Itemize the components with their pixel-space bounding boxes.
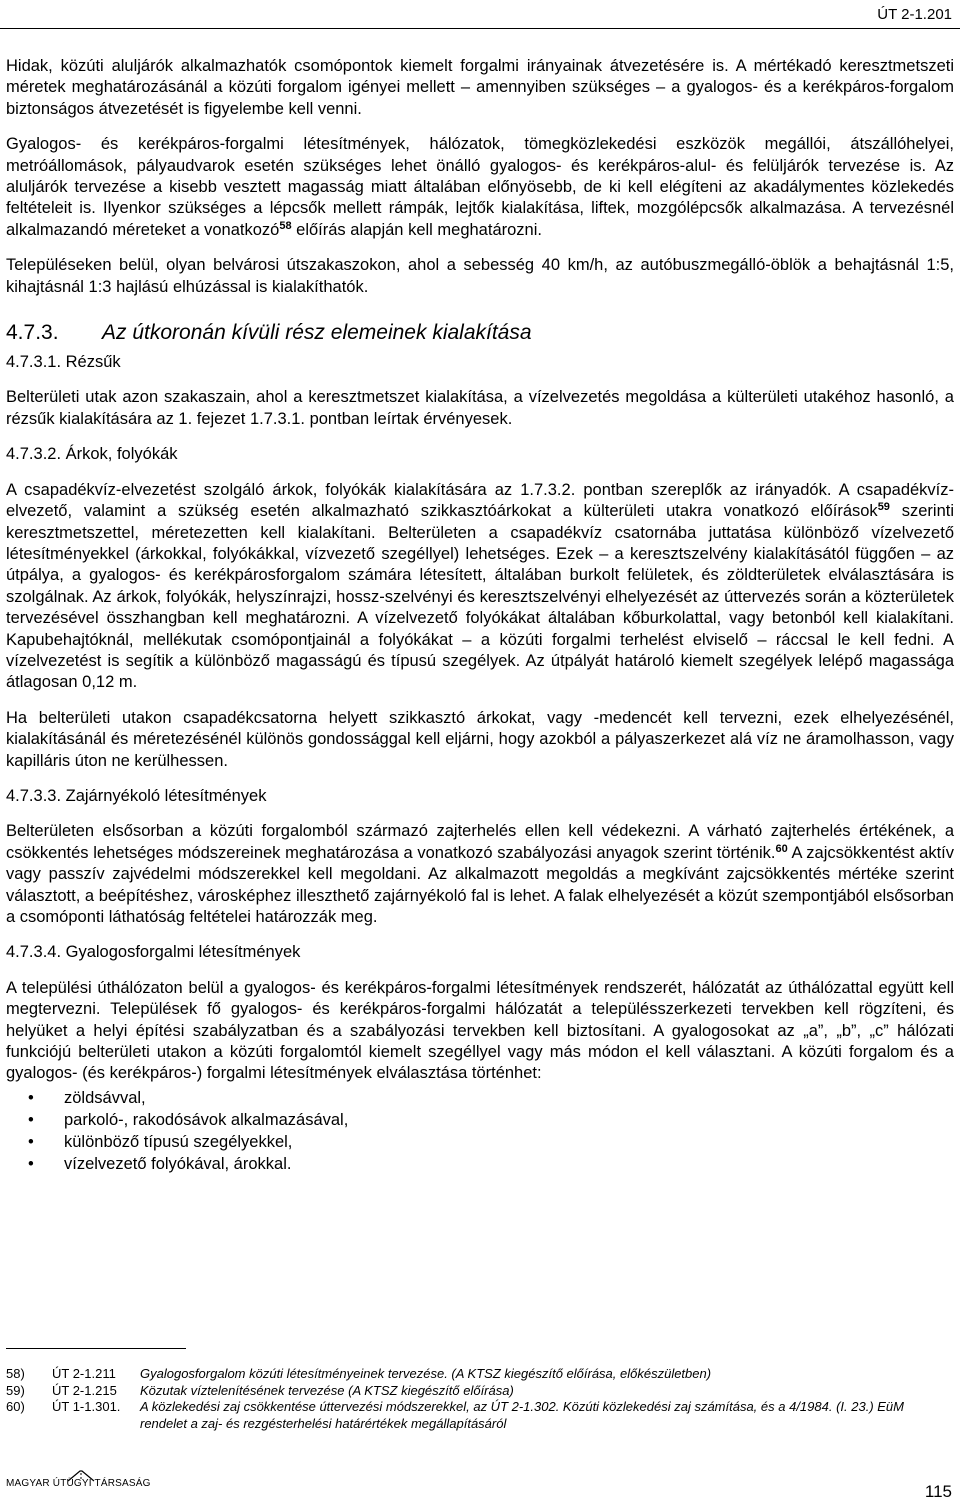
paragraph: Gyalogos- és kerékpáros-forgalmi létesítmények, hálózatok, tömegközlekedési eszközök megállói, átszállóhelyei, metróállomások, pályaudvarok esetén szükséges lehet önálló gyalogos- és kerékpáros-alul- és felüljárók tervezése is. Az aluljárók tervezése a kisebb vesztett magasság miatt általában előnyösebb, de ki kell elégíteni az akadálymentes közlekedés feltételeit is. Ilyenkor szükséges a lépcsők mellett rámpák, lejtők kialakítása, liftek, mozgólépcsők alkalmazása. A tervezésnél alkalmazandó méreteket a vonatkozó$^{58}$ előírás alapján kell meghatározni.	[6, 135, 954, 239]
bullet-list	[6, 1087, 954, 1175]
document-code: ÚT 2-1.201	[877, 6, 952, 23]
list-item: • zöldsávval,	[6, 1087, 954, 1109]
paragraph: A települési úthálózaton belül a gyalogos- és kerékpáros-forgalmi létesítmények rendszerét, hálózatát az úthálózattal együtt kell megtervezni. Települések fő gyalogos- és kerékpáros-forgalmi hálózatát a településszerkezeti tervekben kell rögzíteni, és helyüket a helyi építési szabályzatban és a szabályozási tervekben kell biztosítani. A gyalogosokat az „a”, „b”, „c” hálózati funkciójú belterületi utakon a közúti forgalomtól kiemelt szegéllyel vagy más módon el kell választani. A közúti forgalom és a gyalogos- (és kerékpáros-) forgalmi létesítmények elválasztása történhet:	[6, 978, 954, 1083]
list-item: • különböző típusú szegélyekkel,	[6, 1131, 954, 1153]
road-logo-icon	[66, 1470, 96, 1482]
footnote-ref[interactable]: 58	[279, 219, 292, 232]
subsection-heading: 4.7.3.3. Zajárnyékoló létesítmények	[6, 786, 267, 805]
footnote-ref[interactable]: 59	[877, 501, 890, 514]
publisher-logo	[6, 1478, 151, 1489]
subsection-heading: 4.7.3.1. Rézsűk	[6, 353, 121, 372]
list-item: • vízelvezető folyókával, árokkal.	[6, 1153, 954, 1175]
header-divider	[0, 28, 960, 29]
paragraph: Településeken belül, olyan belvárosi útszakaszokon, ahol a sebesség 40 km/h, az autóbuszmegálló-öblök a behajtásnál 1:5, kihajtásnál 1:3 hajlású elhúzással is kialakíthatók.	[6, 256, 954, 296]
publisher-name: MAGYAR ÚTÜGYI TÁRSASÁG	[6, 1478, 151, 1489]
footnote: 59) ÚT 2-1.215 Közutak víztelenítésének tervezése (A KTSZ kiegészítő előírása)	[6, 1382, 514, 1398]
section-heading: 4.7.3. Az útkoronán kívüli rész elemeinek kialakítása	[6, 321, 532, 345]
paragraph: Ha belterületi utakon csapadékcsatorna helyett szikkasztó árkokat, vagy -medencét kell tervezni, ezek elhelyezésénél, kialakításánál és méretezésénél különös gondossággal kell eljárni, hogy azokból a pályaszerkezet alá víz ne áramolhasson, vagy kapilláris úton ne kerülhessen.	[6, 708, 954, 770]
subsection-heading: 4.7.3.4. Gyalogosforgalmi létesítmények	[6, 943, 301, 962]
subsection-heading: 4.7.3.2. Árkok, folyókák	[6, 445, 178, 464]
paragraph: Hidak, közúti aluljárók alkalmazhatók csomópontok kiemelt forgalmi irányainak átvezetésére is. A mértékadó keresztmetszeti méretek meghatározásánál a közúti forgalom igényei mellett – amennyiben szükséges – a gyalogos- és a kerékpáros-forgalom biztonságos átvezetését is figyelembe kell venni.	[6, 57, 954, 118]
footnote: 60) ÚT 1-1.301. A közlekedési zaj csökkentése úttervezési módszerekkel, az ÚT 2-1.302. Közúti közlekedési zaj számítása, és a 4/1984. (I. 23.) EüM rendelet a zaj- és rezgésterhelési határértékek megállapításáról	[6, 1399, 904, 1431]
footnotes	[6, 1366, 954, 1432]
paragraph: A csapadékvíz-elvezetést szolgáló árkok, folyókák kialakítására az 1.7.3.2. pontban szereplők az irányadók. A csapadékvíz-elvezető, valamint a szükség esetén alkalmazható szikkasztóárkokat a külterületi utakra vonatkozó előírások$^{59}$ szerinti keresztmetszettel, méretezetten kell kialakítani. Belterületen a csapadékvíz csatornába juttatása különböző vízelvezető létesítményekkel (árkokkal, folyókákkal, vízvezető szegéllyel) lehetséges. Ezek – a keresztszelvény kialakításától függően – az útpálya, a gyalogos- és kerékpárosforgalom számára létesített, általában burkolt felületek, és zöldterületek elválasztására is szolgálnak. Az árkok, folyókák, helyszínrajzi, hossz-szelvényi és keresztszelvényi elhelyezését az úttervezés során a közterületek tervezésével összhangban kell meghatározni. A vízelvezető folyókákat általában kőburkolattal, vagy betonból kell kialakítani. Kapubehajtóknál, mellékutak csomópontjainál a folyókákat – a közúti forgalmi terhelést elviselő – ráccsal le kell fedni. A vízelvezetést is segítik a különböző magasságú és típusú szegélyek. Az útpályát határoló kiemelt szegélyek lelépő magassága átlagosan 0,12 m.	[6, 480, 954, 692]
page-number: 115	[924, 1482, 952, 1501]
footnote-divider	[6, 1348, 186, 1349]
paragraph: Belterületi utak azon szakaszain, ahol a keresztmetszet kialakítása, a vízelvezetés megoldása a külterületi utakéhoz hasonló, a rézsűk kialakítására az 1. fejezet 1.7.3.1. pontban leírtak érvényesek.	[6, 388, 954, 428]
main-content	[6, 56, 954, 1175]
list-item: • parkoló-, rakodósávok alkalmazásával,	[6, 1109, 954, 1131]
footnote-ref[interactable]: 60	[775, 842, 788, 855]
footnote: 58) ÚT 2-1.211 Gyalogosforgalom közúti létesítményeinek tervezése. (A KTSZ kiegészítő előírása, előkészületben)	[6, 1366, 712, 1381]
paragraph: Belterületen elsősorban a közúti forgalomból származó zajterhelés ellen kell védekezni. A várható zajterhelés értékének, a csökkentés lehetséges módszereinek meghatározása a vonatkozó szabályozási anyagok szerint történik.$^{60}$ A zajcsökkentést aktív vagy passzív zajvédelmi módszerekkel kell megoldani. Az alkalmazott megoldás a megkívánt zajcsökkentés mértéke szerint választott, a beépítéshez, városképhez illeszthető zajárnyékoló fal is lehet. A falak elhelyezését a közút szempontjából elsősorban a csomóponti láthatóság feltételei határozzák meg.	[6, 822, 955, 926]
